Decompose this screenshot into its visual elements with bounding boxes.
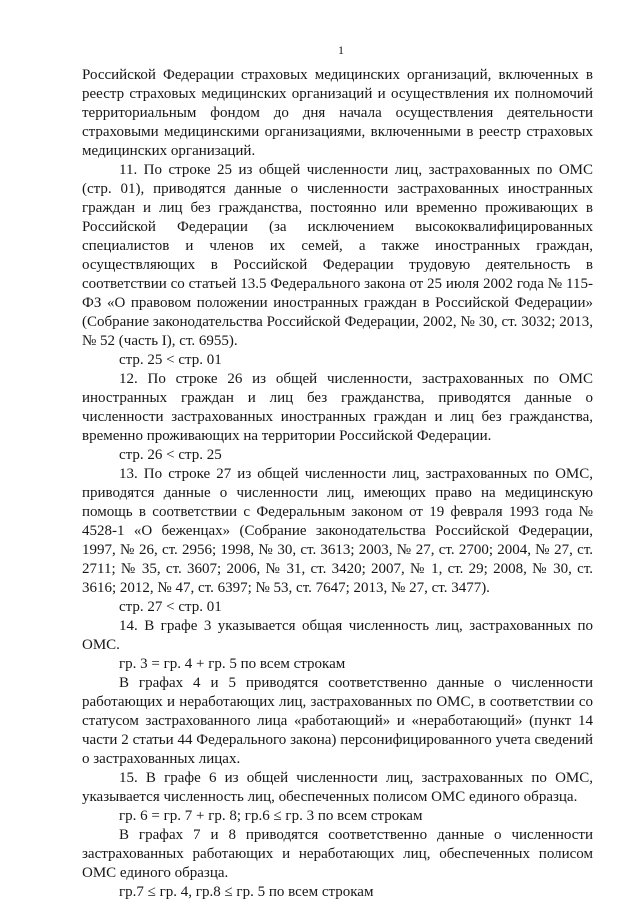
paragraph-columns-7-8: В графах 7 и 8 приводятся соответственно данные о численности застрахованных работающих и неработающих лиц, обеспеченных полисом ОМС единого образца. [82,827,593,881]
formula-row-25: стр. 25 < стр. 01 [119,352,222,368]
paragraph-item-15: 15. В графе 6 из общей численности лиц, застрахованных по ОМС, указывается численность лиц, обеспеченных полисом ОМС единого образца. [82,770,593,805]
formula-columns-7-8: гр.7 ≤ гр. 4, гр.8 ≤ гр. 5 по всем строкам [119,884,374,900]
paragraph-columns-4-5: В графах 4 и 5 приводятся соответственно данные о численности работающих и неработающих лиц, застрахованных по ОМС, в соответствии со статусом застрахованного лица «работающий» и «неработающий» (пункт 14 части 2 статьи 44 Федерального закона) персонифицированного учета сведений о застрахованных лицах. [82,675,593,767]
paragraph-item-12: 12. По строке 26 из общей численности, застрахованных по ОМС иностранных граждан и лиц без гражданства, приводятся данные о численности застрахованных иностранных граждан и лиц без гражданства, временно проживающих на территории Российской Федерации. [82,371,593,444]
formula-row-26: стр. 26 < стр. 25 [119,447,222,463]
formula-row-27: стр. 27 < стр. 01 [119,599,222,615]
document-body [82,66,593,902]
paragraph-continuation: Российской Федерации страховых медицинских организаций, включенных в реестр страховых медицинских организаций и осуществления их полномочий территориальным фондом до дня начала осуществления деятельности страховыми медицинскими организациями, включенными в реестр страховых медицинских организаций. [82,67,593,159]
paragraph-item-11: 11. По строке 25 из общей численности лиц, застрахованных по ОМС (стр. 01), приводятся данные о численности застрахованных иностранных граждан и лиц без гражданства, постоянно или временно проживающих в Российской Федерации (за исключением высококвалифицированных специалистов и членов их семей, а также иностранных граждан, осуществляющих в Российской Федерации трудовую деятельность в соответствии со статьей 13.5 Федерального закона от 25 июля 2002 года № 115-ФЗ «О правовом положении иностранных граждан в Российской Федерации» (Собрание законодательства Российской Федерации, 2002, № 30, ст. 3032; 2013, № 52 (часть I), ст. 6955). [82,162,593,349]
page-number: 1 [338,43,344,57]
formula-column-3: гр. 3 = гр. 4 + гр. 5 по всем строкам [119,656,346,672]
paragraph-item-14: 14. В графе 3 указывается общая численность лиц, застрахованных по ОМС. [82,618,593,653]
formula-column-6: гр. 6 = гр. 7 + гр. 8; гр.6 ≤ гр. 3 по всем строкам [119,808,423,824]
paragraph-item-13: 13. По строке 27 из общей численности лиц, застрахованных по ОМС, приводятся данные о численности лиц, имеющих право на медицинскую помощь в соответствии с Федеральным законом от 19 февраля 1993 года № 4528-1 «О беженцах» (Собрание законодательства Российской Федерации, 1997, № 26, ст. 2956; 1998, № 30, ст. 3613; 2003, № 27, ст. 2700; 2004, № 27, ст. 2711; № 35, ст. 3607; 2006, № 31, ст. 3420; 2007, № 1, ст. 29; 2008, № 30, ст. 3616; 2012, № 47, ст. 6397; № 53, ст. 7647; 2013, № 27, ст. 3477). [82,466,593,596]
